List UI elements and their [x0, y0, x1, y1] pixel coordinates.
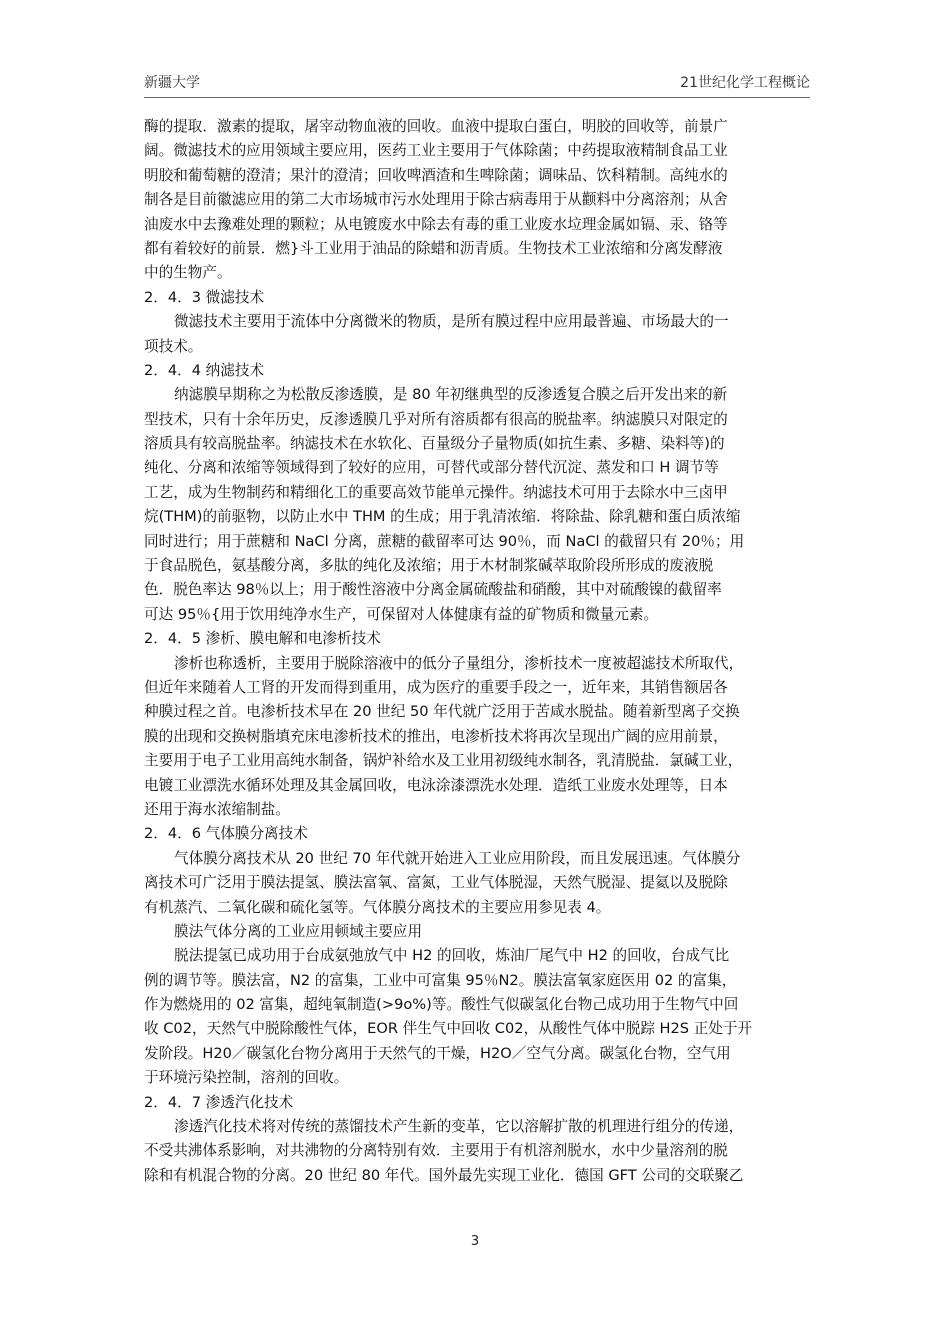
text-line: 例的调节等。膜法富，N2 的富集，工业中可富集 95％N2。膜法富氧家庭医用 02 的富集， [144, 971, 737, 989]
text-line: 除和有机混合物的分离。20 世纪 80 年代。国外最先实现工业化．德国 GFT 公司的交联聚乙 [144, 1166, 744, 1184]
text-line: 油废水中去豫难处理的颗粒；从电镀废水中除去有毒的重工业废水垃理金属如镉、汞、铬等 [144, 215, 728, 233]
text-line: 酶的提取．激素的提取，屠宰动物血液的回收。血液中提取白蛋白，明胶的回收等，前景广 [144, 118, 728, 135]
section-heading: 2．4．7 渗透汽化技术 [144, 1093, 294, 1111]
text-line: 项技术。 [144, 337, 203, 355]
text-line: 纯化、分离和浓缩等领域得到了较好的应用，可替代或部分替代沉淀、蒸发和口 H 调节等 [144, 459, 719, 477]
section-heading: 2．4．5 渗析、膜电解和电渗析技术 [144, 630, 381, 648]
text-line: 气体膜分离技术从 20 世纪 70 年代就开始进入工业应用阶段，而且发展迅速。气体膜分 [174, 849, 741, 867]
text-line: 色．脱色率达 98％以上；用于酸性溶液中分离金属硫酸盐和硝酸，其中对硫酸镍的截留率 [144, 581, 722, 599]
text-line: 收 C02，天然气中脱除酸性气体，EOR 伴生气中回收 C02，从酸性气体中脱踪 H2S 正处于开 [144, 1020, 753, 1038]
text-line: 种膜过程之首。电渗析技术早在 20 世纪 50 年代就广泛用于苦咸水脱盐。随着新型离子交换 [144, 703, 740, 721]
text-line: 明胶和葡萄糖的澄清；果汁的澄清；回收啤酒渣和生啤除菌；调味品、饮科精制。高纯水的 [144, 166, 728, 184]
text-line: 制各是目前徽滤应用的第二大市场城市污水处理用于除古病毒用于从颧料中分离溶剂；从舍 [144, 191, 728, 209]
text-line: 于环境污染控制，溶剂的回收。 [144, 1069, 349, 1087]
text-line: 还用于海水浓缩制盐。 [144, 800, 290, 818]
text-line: 有机蒸汽、二氧化碳和硫化氢等。气体膜分离技术的主要应用参见表 4。 [144, 898, 611, 916]
text-line: 都有着较好的前景．燃}斗工业用于油品的除蜡和沥青质。生物技术工业浓缩和分离发酵液 [144, 239, 723, 257]
page-number: 3 [470, 1234, 480, 1249]
text-line: 但近年来随着人工肾的开发而得到重用，成为医疗的重要手段之一，近年来，其销售额居各 [144, 678, 728, 696]
text-line: 膜法气体分离的工业应用顿域主要应用 [174, 922, 423, 940]
text-line: 于食品脱色，氨基酸分离，多肽的纯化及浓缩；用于木材制浆碱萃取阶段所形成的废液脱 [144, 557, 714, 575]
section-heading: 2．4．3 微滤技术 [144, 288, 265, 306]
text-line: 脱法提氢已成功用于台成氨弛放气中 H2 的回收，炼油厂尾气中 H2 的回收，台成气比 [174, 947, 730, 965]
section-heading: 2．4．6 气体膜分离技术 [144, 825, 308, 843]
text-line: 型技术，只有十余年历史，反渗透膜几乎对所有溶质都有很高的脱盐率。纳滤膜只对限定的 [144, 410, 728, 428]
text-line: 烷(THM)的前驱物，以防止水中 THM 的生成；用于乳清浓缩．将除盐、除乳糖和蛋白质浓缩 [144, 508, 741, 526]
header-university: 新疆大学 [144, 75, 200, 91]
body-text [144, 115, 810, 1188]
text-line: 中的生物产。 [144, 264, 232, 282]
text-line: 工艺，成为生物制药和精细化工的重要高效节能单元操件。纳滤技术可用于去除水中三卤甲 [144, 483, 728, 501]
text-line: 同时进行；用于蔗糖和 NaCl 分离，蔗糖的截留率可达 90％，而 NaCl 的截留只有 20％；用 [144, 532, 745, 550]
text-line: 发阶段。H20／碳氢化台物分离用于天然气的干燥，H2O／空气分离。碳氢化台物，空气用 [144, 1044, 731, 1062]
text-line: 溶质具有较高脱盐率。纳滤技术在水软化、百量级分子量物质(如抗生素、多糖、染料等)的 [144, 435, 725, 453]
text-line: 阔。微滤技术的应用领域主要应用，医药工业主要用于气体除菌；中药提取液精制食品工业 [144, 142, 728, 160]
text-line: 作为燃烧用的 02 富集，超纯氧制造(>9o%)等。酸性气似碳氢化台物己成功用于生物气中回 [144, 996, 739, 1014]
page-header [144, 70, 810, 92]
section-heading: 2．4．4 纳滤技术 [144, 361, 265, 379]
text-line: 微滤技术主要用于流体中分离微米的物质，是所有膜过程中应用最普遍、市场最大的一 [174, 313, 729, 331]
text-line: 可达 95％{用于饮用纯净水生产，可保留对人体健康有益的矿物质和微量元素。 [144, 605, 659, 623]
text-line: 电镀工业漂洗水循环处理及其金属回收，电泳涂漆漂洗水处理．造纸工业废水处理等，日本 [144, 776, 728, 794]
text-line: 纳滤膜早期称之为松散反渗透膜，是 80 年初继典型的反渗透复合膜之后开发出来的新 [174, 386, 728, 404]
text-line: 离技术可广泛用于膜法提氢、膜法富氧、富氮，工业气体脱湿，天然气脱湿、提氦以及脱除 [144, 874, 728, 892]
header-course-title: 21世纪化学工程概论 [680, 75, 810, 91]
text-line: 渗透汽化技术将对传统的蒸馏技术产生新的变革，它以溶解扩散的机理进行组分的传递， [174, 1118, 744, 1136]
text-line: 主要用于电子工业用高纯水制备，锅炉补给水及工业用初级纯水制各，乳清脱盐．氯碱工业， [144, 752, 743, 770]
text-line: 不受共沸体系影响，对共沸物的分离特别有效．主要用于有机溶剂脱水，水中少量溶剂的脱 [144, 1142, 728, 1160]
text-line: 渗析也称透析，主要用于脱除溶液中的低分子量组分，渗析技术一度被超滤技术所取代， [174, 654, 744, 672]
header-rule [144, 97, 810, 98]
text-line: 膜的出现和交换树脂填充床电渗析技术的推出，电渗析技术将再次呈现出广阔的应用前景， [144, 727, 728, 745]
